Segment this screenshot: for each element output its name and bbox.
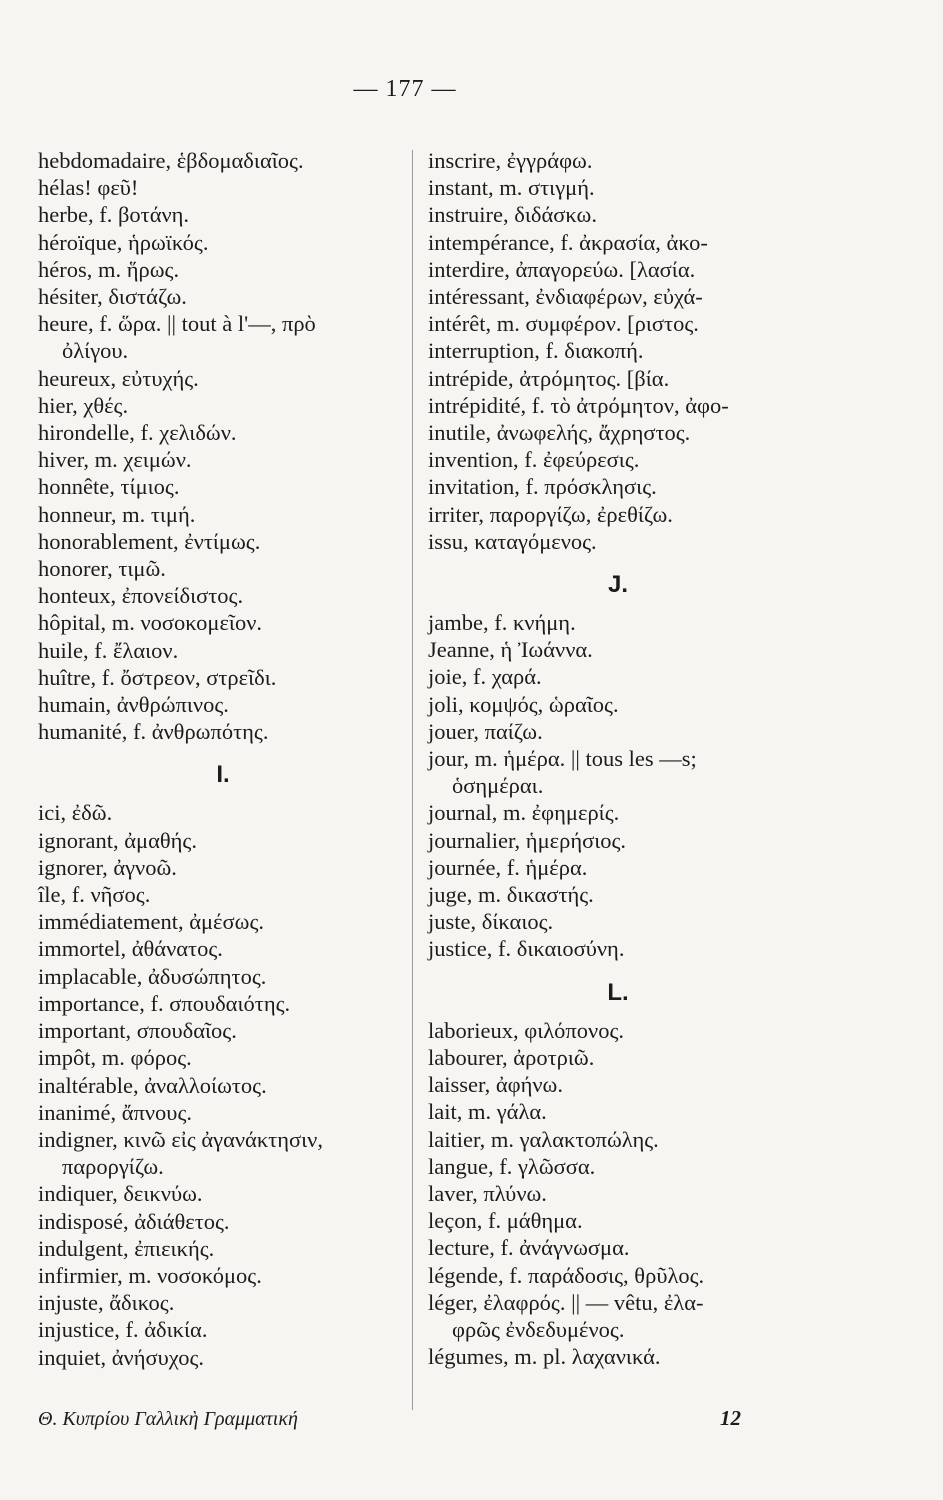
dictionary-entry: heure, f. ὥρα. || tout à l'—, πρὸ [38,311,316,337]
dictionary-entry: intrépidité, f. τὸ ἀτρόμητον, ἀφο- [428,392,729,418]
dictionary-entry: injuste, ἄδικος. [38,1290,175,1316]
dictionary-entry: ici, ἐδῶ. [38,800,113,826]
dictionary-entry: hiver, m. χειμών. [38,447,192,473]
dictionary-entry: indigner, κινῶ εἰς ἀγανάκτησιν, [38,1126,323,1152]
dictionary-entry: île, f. νῆσος. [38,882,151,908]
dictionary-entry: ignorer, ἀγνοῶ. [38,854,177,880]
dictionary-entry: jouer, παίζω. [428,718,543,744]
dictionary-entry: huître, f. ὄστρεον, στρεῖδι. [38,664,277,690]
dictionary-entry: inaltérable, ἀναλλοίωτος. [38,1072,267,1098]
dictionary-entry: issu, καταγόμενος. [428,528,597,554]
dictionary-entry: interruption, f. διακοπή. [428,338,644,364]
dictionary-entry: important, σπουδαῖος. [38,1018,237,1044]
dictionary-entry: ignorant, ἀμαθής. [38,827,197,853]
dictionary-entry: infirmier, m. νοσοκόμος. [38,1262,262,1288]
dictionary-entry: honorer, τιμῶ. [38,556,166,582]
dictionary-entry: honteux, ἐπονείδιστος. [38,583,244,609]
dictionary-entry: inquiet, ἀνήσυχος. [38,1344,205,1370]
dictionary-entry: journal, m. ἐφημερίς. [428,800,620,826]
dictionary-entry: intempérance, f. ἀκρασία, ἀκο- [428,229,708,255]
section-letter-heading: L. [607,978,629,1006]
dictionary-entry: honnête, τίμιος. [38,474,180,500]
page-number: — 177 — [353,76,457,102]
dictionary-entry: hélas! φεῦ! [38,175,139,201]
dictionary-entry: intéressant, ἐνδιαφέρων, εὐχά- [428,284,703,310]
dictionary-entry: instruire, διδάσκω. [428,202,597,228]
dictionary-entry: implacable, ἀδυσώπητος. [38,963,267,989]
dictionary-entry: hebdomadaire, ἑβδομαδιαῖος. [38,148,304,173]
dictionary-entry: légende, f. παράδοσις, θρῦλος. [428,1262,705,1288]
dictionary-entry: héros, m. ἥρως. [38,256,180,282]
dictionary-entry: jour, m. ἡμέρα. || tous les —s; [428,746,697,772]
dictionary-entry: laver, πλύνω. [428,1180,547,1206]
dictionary-entry: hôpital, m. νοσοκομεῖον. [38,610,263,636]
dictionary-entry: intérêt, m. συμφέρον. [ριστος. [428,311,699,337]
dictionary-entry: humain, ἀνθρώπινος. [38,692,229,718]
dictionary-entry: lait, m. γάλα. [428,1099,547,1125]
dictionary-entry: honneur, m. τιμή. [38,501,196,527]
dictionary-entry: hésiter, διστάζω. [38,284,187,310]
dictionary-entry: herbe, f. βοτάνη. [38,202,190,228]
dictionary-entry: langue, f. γλῶσσα. [428,1153,596,1179]
footer-signature-number: 12 [720,1406,741,1430]
dictionary-entry: indiquer, δεικνύω. [38,1181,203,1207]
dictionary-entry: laborieux, φιλόπονος. [428,1017,624,1043]
dictionary-entry: invention, f. ἐφεύρεσις. [428,447,640,473]
dictionary-entry: joie, f. χαρά. [428,664,542,690]
dictionary-entry: inanimé, ἄπνους. [38,1099,192,1125]
dictionary-entry: irriter, παροργίζω, ἐρεθίζω. [428,501,673,527]
dictionary-entry: inscrire, ἐγγράφω. [428,148,593,173]
section-letter-heading: I. [216,761,230,789]
dictionary-entry: importance, f. σπουδαιότης. [38,990,291,1016]
dictionary-entry: joli, κομψός, ὡραῖος. [428,691,619,717]
dictionary-entry: juste, δίκαιος. [428,909,554,935]
dictionary-entry-continuation: ὀλίγου. [62,338,129,364]
dictionary-entry: justice, f. δικαιοσύνη. [428,936,625,962]
dictionary-entry: laitier, m. γαλακτοπώλης. [428,1126,659,1152]
dictionary-entry: labourer, ἀροτριῶ. [428,1044,595,1070]
dictionary-entry: hier, χθές. [38,392,129,418]
dictionary-entry: heureux, εὐτυχής. [38,365,199,391]
dictionary-entry: invitation, f. πρόσκλησις. [428,474,657,500]
column-divider [412,150,413,1410]
dictionary-entry-continuation: παροργίζω. [62,1154,164,1180]
dictionary-entry: injustice, f. ἀδικία. [38,1317,208,1343]
dictionary-entry: jambe, f. κνήμη. [428,610,576,636]
dictionary-entry: honorablement, ἐντίμως. [38,528,261,554]
dictionary-entry-continuation: φρῶς ἐνδεδυμένος. [452,1316,625,1342]
dictionary-entry: légumes, m. pl. λαχανικά. [428,1344,661,1370]
dictionary-entry: journée, f. ἡμέρα. [428,854,588,880]
dictionary-entry: humanité, f. ἀνθρωπότης. [38,719,269,745]
dictionary-entry: indulgent, ἐπιεικής. [38,1235,215,1261]
dictionary-entry: leçon, f. μάθημα. [428,1208,583,1234]
dictionary-entry: journalier, ἡμερήσιος. [428,827,627,853]
dictionary-entry: héroïque, ἡρωϊκός. [38,229,209,255]
dictionary-entry: juge, m. δικαστής. [428,882,594,908]
dictionary-entry: huile, f. ἔλαιον. [38,637,179,663]
dictionary-entry: immédiatement, ἀμέσως. [38,909,264,935]
dictionary-entry: inutile, ἀνωφελής, ἄχρηστος. [428,420,691,446]
dictionary-entry-continuation: ὁσημέραι. [452,773,544,799]
dictionary-entry: indisposé, ἀδιάθετος. [38,1208,230,1234]
dictionary-entry: impôt, m. φόρος. [38,1045,192,1071]
dictionary-entry: Jeanne, ἡ Ἰωάννα. [428,637,593,663]
left-column [38,147,408,1371]
dictionary-entry: interdire, ἀπαγορεύω. [λασία. [428,256,696,282]
dictionary-entry: intrépide, ἀτρόμητος. [βία. [428,365,670,391]
dictionary-entry: hirondelle, f. χελιδών. [38,420,237,446]
dictionary-entry: instant, m. στιγμή. [428,175,595,201]
section-letter-heading: J. [607,571,628,599]
dictionary-entry: léger, ἐλαφρός. || — vêtu, ἐλα- [428,1289,704,1315]
footer-book-title: Θ. Κυπρίου Γαλλικὴ Γραμματική [38,1408,298,1430]
right-column [428,147,808,1370]
dictionary-entry: immortel, ἀθάνατος. [38,936,223,962]
dictionary-entry: laisser, ἀφήνω. [428,1072,563,1098]
dictionary-entry: lecture, f. ἀνάγνωσμα. [428,1235,630,1261]
